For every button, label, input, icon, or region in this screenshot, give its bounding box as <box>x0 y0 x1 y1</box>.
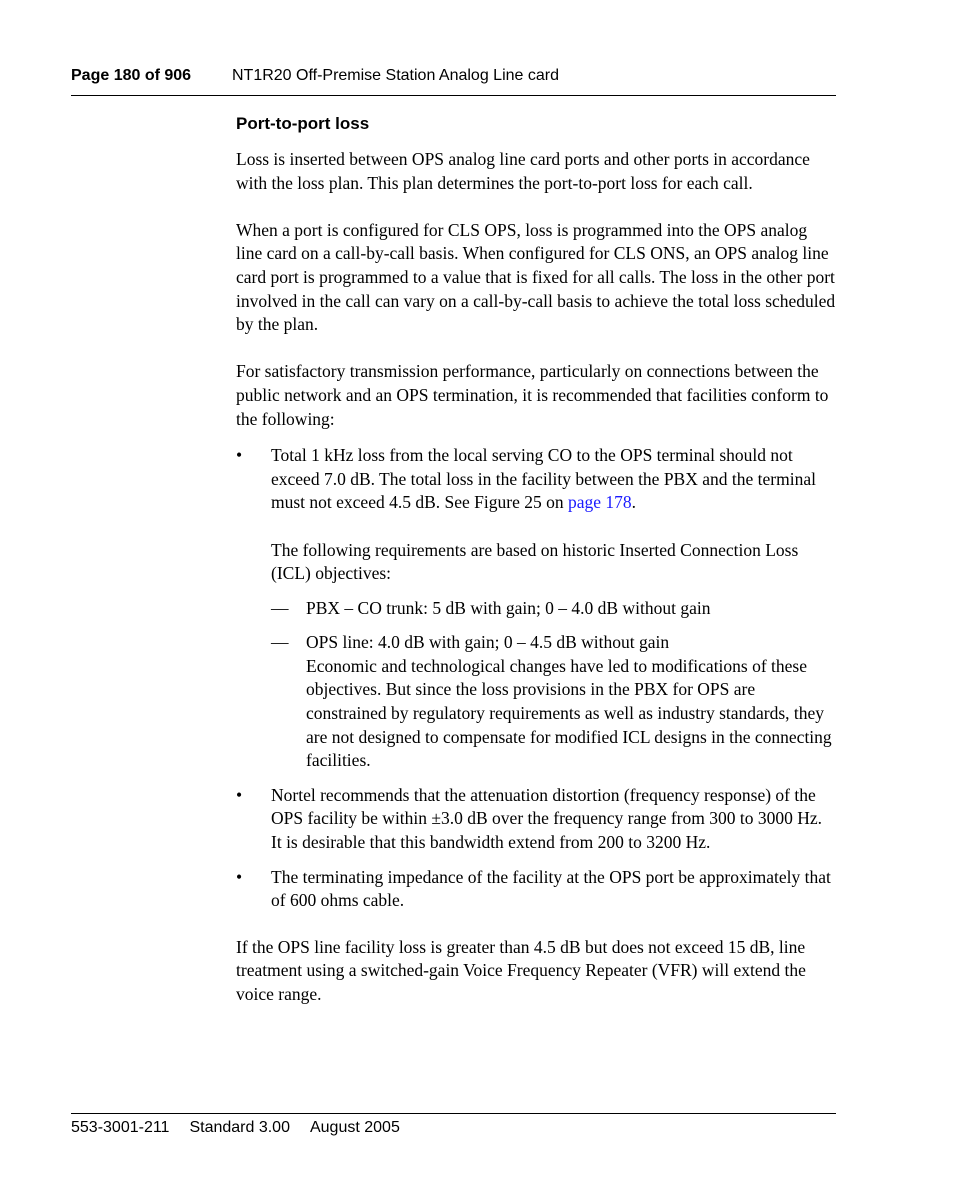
bullet-icon: • <box>236 784 243 805</box>
list-item <box>236 784 836 855</box>
list-item <box>271 597 836 621</box>
header-divider <box>71 95 836 96</box>
list-item <box>236 444 836 773</box>
dash-text-ops-line: OPS line: 4.0 dB with gain; 0 – 4.5 dB without gain <box>306 632 670 653</box>
bullet-icon: • <box>236 445 243 466</box>
paragraph-vfr: If the OPS line facility loss is greater than 4.5 dB but does not exceed 15 dB, line treatment using a switched-gain Voice Frequency Repeater (VFR) will extend the voice range. <box>236 936 806 1004</box>
list-item <box>271 631 836 773</box>
recommendation-list <box>236 444 836 913</box>
footer-divider <box>71 1113 836 1114</box>
main-content <box>236 113 836 1007</box>
dash-text-pbx-co: PBX – CO trunk: 5 dB with gain; 0 – 4.0 dB without gain <box>306 597 711 618</box>
footer-standard: Standard 3.00 <box>189 1119 290 1136</box>
bullet-followup-icl: The following requirements are based on historic Inserted Connection Loss (ICL) objectives: <box>271 539 799 584</box>
document-title: NT1R20 Off-Premise Station Analog Line card <box>232 67 559 84</box>
bullet-text-loss <box>271 444 836 515</box>
page-header <box>71 66 836 96</box>
paragraph-loss-plan: Loss is inserted between OPS analog line card ports and other ports in accordance with the loss plan. This plan determines the port-to-port loss for each call. <box>236 149 810 193</box>
bullet-text-loss-main: Total 1 kHz loss from the local serving CO to the OPS terminal should not exceed 7.0 dB. The total loss in the facility between the PBX and the terminal must not exceed 4.5 dB. See Figure 25 on <box>271 445 816 513</box>
page-footer <box>71 1118 420 1138</box>
bullet-text-impedance: The terminating impedance of the facility at the OPS port be approximately that of 600 ohms cable. <box>271 866 831 911</box>
bullet-icon: • <box>236 866 243 887</box>
dash-text-ops-line-continuation: Economic and technological changes have led to modifications of these objectives. But since the loss provisions in the PBX for OPS are constrained by regulatory requirements as well as industry standards, they are not designed to compensate for modified ICL designs in the connecting facilities. <box>306 655 832 771</box>
page-178-link[interactable]: page 178 <box>567 492 632 513</box>
page-number: Page 180 of 906 <box>71 67 192 84</box>
em-dash-icon: — <box>271 632 289 653</box>
section-heading: Port-to-port loss <box>236 114 370 133</box>
list-item <box>236 866 836 913</box>
icl-objectives-list <box>271 597 836 773</box>
paragraph-cls-config: When a port is configured for CLS OPS, loss is programmed into the OPS analog line card on a call-by-call basis. When configured for CLS ONS, an OPS analog line card port is programmed to a value that is fixed for all calls. The loss in the other port involved in the call can vary on a call-by-call basis to achieve the total loss scheduled by the plan. <box>236 219 836 335</box>
em-dash-icon: — <box>271 597 289 618</box>
bullet-text-attenuation: Nortel recommends that the attenuation distortion (frequency response) of the OPS facility be within ±3.0 dB over the frequency range from 300 to 3000 Hz. It is desirable that this bandwidth extend from 200 to 3200 Hz. <box>271 784 823 853</box>
footer-date: August 2005 <box>309 1119 400 1136</box>
paragraph-recommendations-intro: For satisfactory transmission performance, particularly on connections between the public network and an OPS termination, it is recommended that facilities conform to the following: <box>236 361 829 429</box>
bullet-text-loss-period: . <box>631 492 637 513</box>
footer-doc-number: 553-3001-211 <box>71 1119 170 1136</box>
